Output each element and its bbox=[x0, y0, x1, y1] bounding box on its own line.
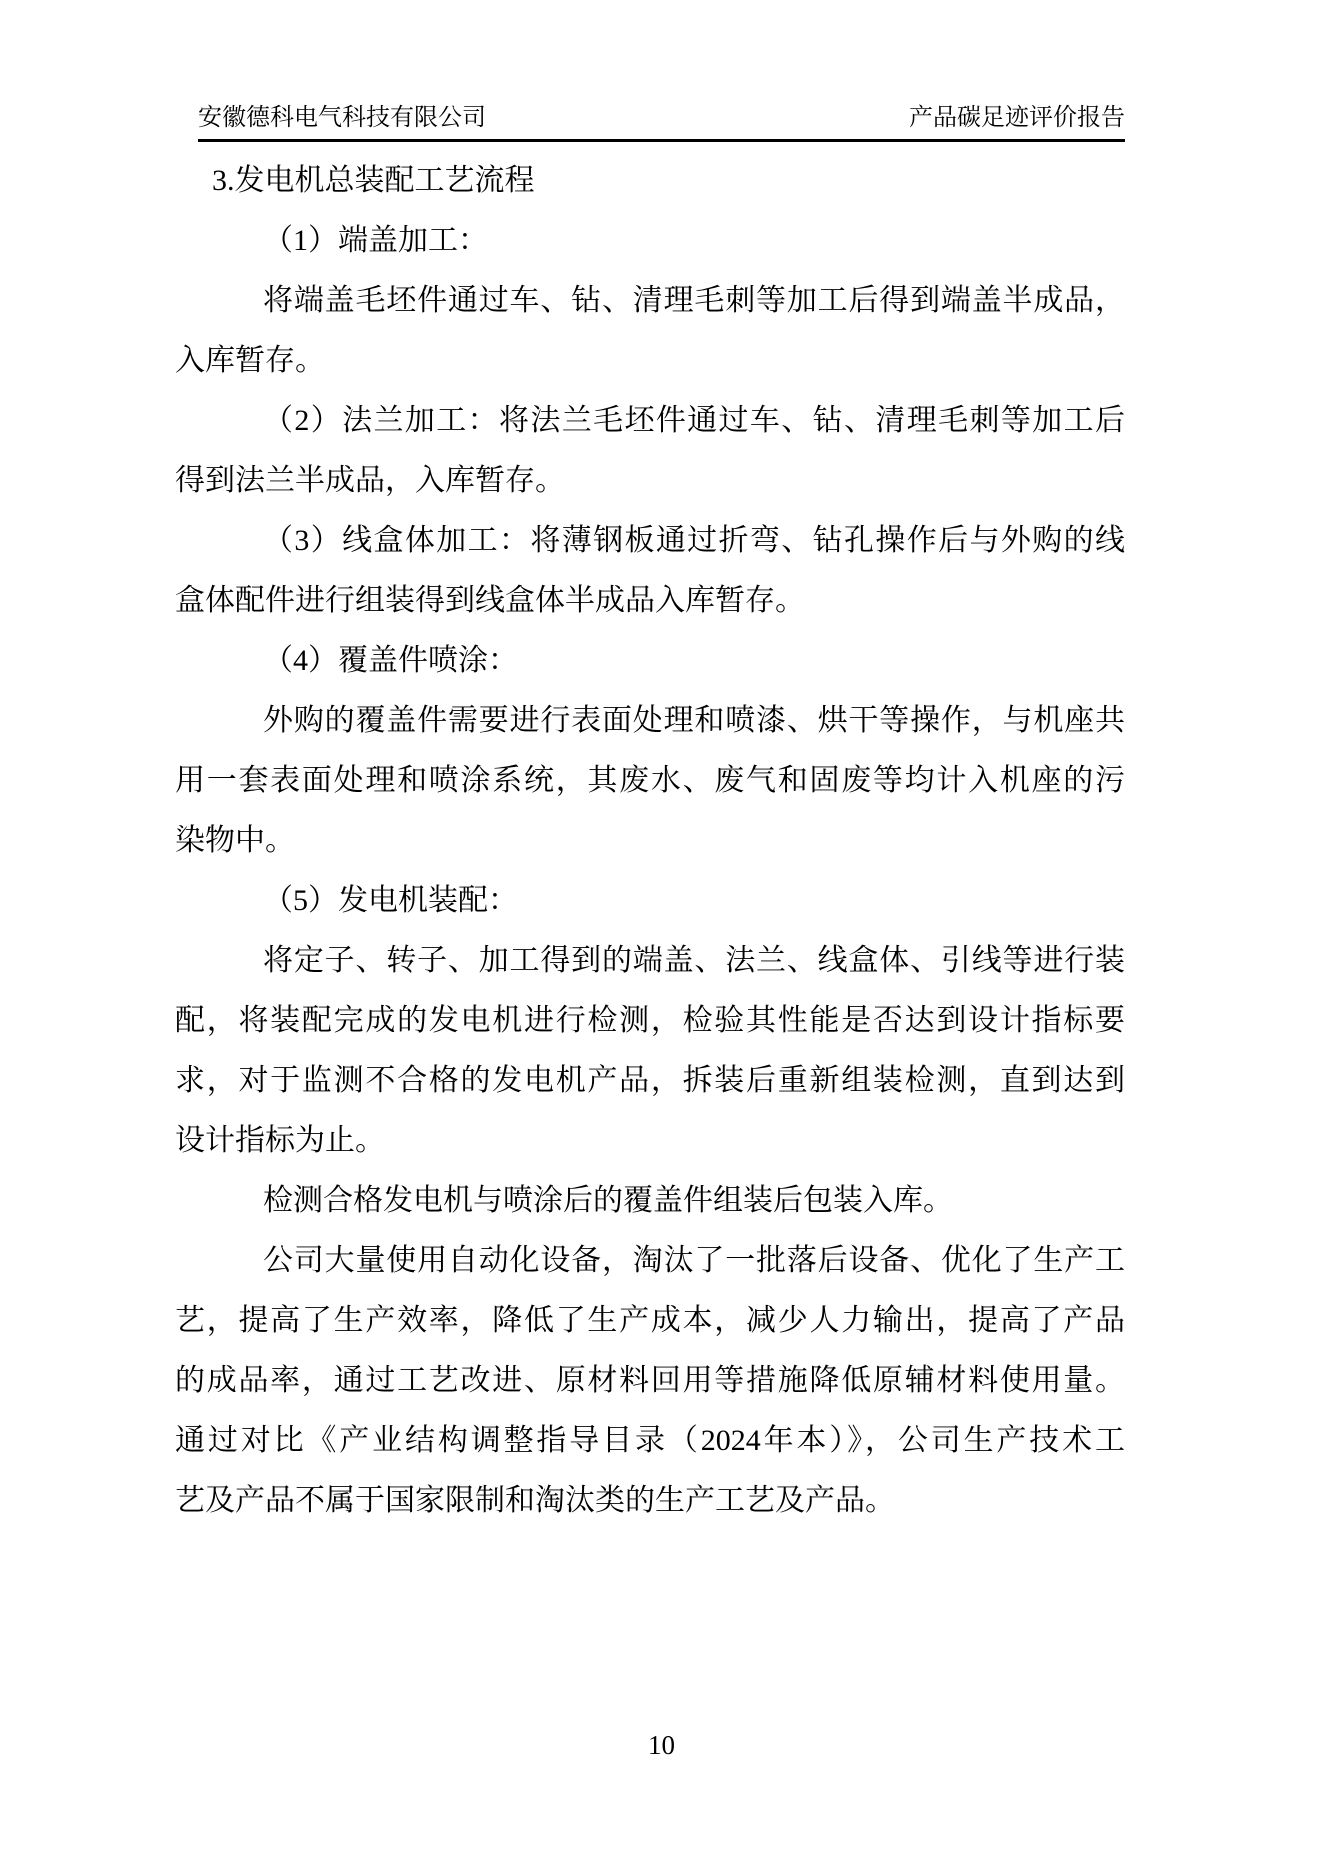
paragraph-line: 盒体配件进行组装得到线盒体半成品入库暂存。 bbox=[175, 584, 805, 617]
paragraph-line: （5）发电机装配： bbox=[263, 884, 518, 917]
header-company-name: 安徽德科电气科技有限公司 bbox=[198, 105, 486, 131]
paragraph-line: （2）法兰加工：将法兰毛坯件通过车、钻、清理毛刺等加工后 bbox=[263, 404, 1125, 437]
paragraph-line: 将端盖毛坯件通过车、钻、清理毛刺等加工后得到端盖半成品， bbox=[263, 284, 1125, 317]
page-number: 10 bbox=[648, 1730, 675, 1760]
paragraph-line: （1）端盖加工： bbox=[263, 224, 488, 257]
paragraph-line: （3）线盒体加工：将薄钢板通过折弯、钻孔操作后与外购的线 bbox=[263, 524, 1125, 557]
paragraph-line: 公司大量使用自动化设备，淘汰了一批落后设备、优化了生产工 bbox=[263, 1244, 1125, 1277]
paragraph-line: 求，对于监测不合格的发电机产品，拆装后重新组装检测，直到达到 bbox=[175, 1064, 1125, 1097]
section-heading-line: 3.发电机总装配工艺流程 bbox=[212, 164, 535, 197]
paragraph-line: 艺及产品不属于国家限制和淘汰类的生产工艺及产品。 bbox=[175, 1484, 895, 1517]
paragraph-line: 设计指标为止。 bbox=[175, 1124, 385, 1157]
paragraph-line: 配，将装配完成的发电机进行检测，检验其性能是否达到设计指标要 bbox=[175, 1004, 1125, 1037]
page-footer bbox=[0, 1728, 1323, 1762]
paragraph-line: 检测合格发电机与喷涂后的覆盖件组装后包装入库。 bbox=[263, 1184, 953, 1217]
paragraph-line: 的成品率，通过工艺改进、原材料回用等措施降低原辅材料使用量。 bbox=[175, 1364, 1125, 1397]
document-body bbox=[175, 151, 1125, 1531]
header-report-title: 产品碳足迹评价报告 bbox=[909, 105, 1125, 131]
paragraph-line: 将定子、转子、加工得到的端盖、法兰、线盒体、引线等进行装 bbox=[263, 944, 1125, 977]
paragraph-line: 入库暂存。 bbox=[175, 344, 325, 377]
paragraph-line: 染物中。 bbox=[175, 824, 295, 857]
paragraph-line: （4）覆盖件喷涂： bbox=[263, 644, 518, 677]
paragraph-line: 得到法兰半成品，入库暂存。 bbox=[175, 464, 565, 497]
paragraph-line: 艺，提高了生产效率，降低了生产成本，减少人力输出，提高了产品 bbox=[175, 1304, 1125, 1337]
paragraph-line: 用一套表面处理和喷涂系统，其废水、废气和固废等均计入机座的污 bbox=[175, 764, 1125, 797]
page-header bbox=[198, 0, 1125, 142]
paragraph-line: 外购的覆盖件需要进行表面处理和喷漆、烘干等操作，与机座共 bbox=[263, 704, 1125, 737]
paragraph-line: 通过对比《产业结构调整指导目录（2024年本）》，公司生产技术工 bbox=[175, 1424, 1125, 1457]
